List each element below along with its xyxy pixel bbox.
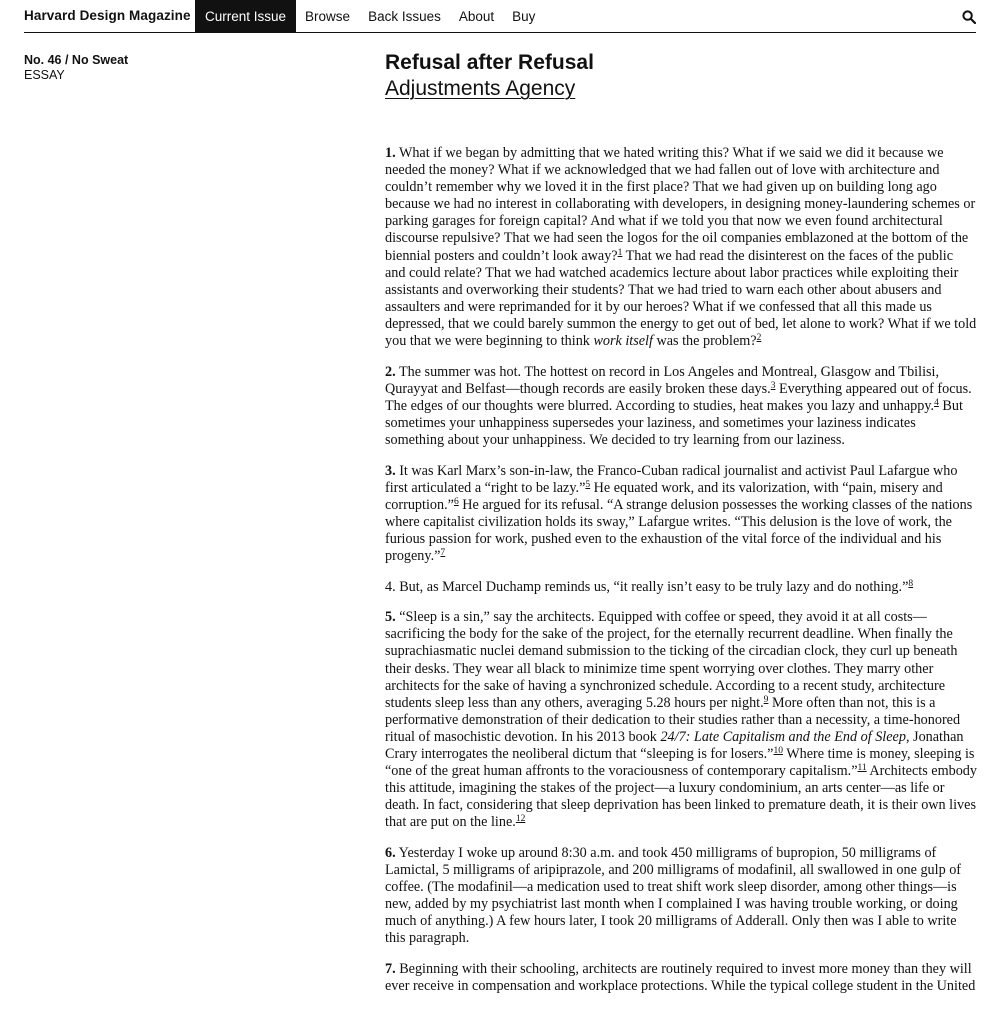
article-paragraph bbox=[385, 609, 977, 831]
paragraph-number: 3. bbox=[385, 462, 396, 479]
search-icon[interactable] bbox=[962, 10, 976, 24]
article-header bbox=[385, 50, 594, 102]
paragraph-text: The summer was hot. The hottest on record in Los Angeles and Montreal, Glasgow and Tbilisi, Qurayyat and Belfast—though records are easily broken these days. bbox=[385, 363, 940, 397]
section-label: ESSAY bbox=[24, 68, 65, 82]
nav-about[interactable]: About bbox=[458, 9, 495, 24]
footnote-link[interactable]: 10 bbox=[773, 746, 783, 756]
article-paragraph bbox=[385, 364, 977, 449]
paragraph-text: He argued for its refusal. “A strange delusion possesses the working classes of the nations where capitalist civilization holds its sway,” Lafargue writes. “This delusion is the love of work, the furious passion for work, pushed even to the exhaustion of the vital force of the individual and his progeny.” bbox=[385, 496, 973, 565]
italic-text: work itself bbox=[593, 333, 653, 350]
article-title: Refusal after Refusal bbox=[385, 51, 594, 74]
paragraph-number: 7. bbox=[385, 961, 396, 978]
footnote-link[interactable]: 12 bbox=[515, 814, 526, 825]
paragraph-text: What if we began by admitting that we hated writing this? What if we said we did it because we needed the money? What if we acknowledged that we had fallen out of love with architecture and couldn’t remember why we loved it in the first place? That we had given up on building long ago because we had no interest in collaborating with developers, in designing money-laundering schemes or parking garages for foreign capital? And what if we told you that now we even found architectural discourse repulsive? That we had seen the logos for the oil companies emblazoned at the bottom of the biennial posters and couldn’t look away? bbox=[385, 145, 976, 264]
site-logo[interactable]: Harvard Design Magazine bbox=[24, 8, 191, 23]
paragraph-text: More often than not, this is a performative demonstration of their dedication to their studies rather than a necessity, a time-honored ritual of masochistic devotion. In his 2013 book bbox=[385, 694, 961, 745]
article-paragraph bbox=[385, 463, 977, 566]
paragraph-text: That we had read the disinterest on the faces of the public and could relate? That we had watched academics lecture about labor practices while exploiting their assistants and overworking their students? That we had tried to warn each other about abusers and assaulters and were reprimanded for it by our heroes? What if we confessed that all this made us depressed, that we could barely summon the energy to get out of bed, let alone to work? What if we told you that we were beginning to think bbox=[385, 247, 977, 350]
footnote-link[interactable]: 7 bbox=[440, 548, 446, 559]
article-paragraph bbox=[385, 579, 977, 596]
paragraph-text: It was Karl Marx’s son-in-law, the Franco-Cuban radical journalist and activist Paul Lafargue who first articulated a “right to be lazy.” bbox=[385, 462, 958, 496]
paragraph-text: Where time is money, sleeping is “one of the great human affronts to the voraciousness of contemporary capitalism.” bbox=[385, 746, 975, 780]
issue-info bbox=[24, 53, 128, 83]
paragraph-text: But, as Marcel Duchamp reminds us, “it really isn’t easy to be truly lazy and do nothing.” bbox=[399, 578, 909, 595]
paragraph-number: 5. bbox=[385, 609, 396, 626]
paragraph-number: 4. bbox=[385, 578, 396, 595]
nav-current-issue[interactable]: Current Issue bbox=[195, 0, 296, 33]
paragraph-text: Yesterday I woke up around 8:30 a.m. and took 450 milligrams of bupropion, 50 milligrams of Lamictal, 5 milligrams of aripiprazole, and 200 milligrams of modafinil, all swallowed in one gulp of coffee. (The modafinil—a medication used to treat shift work sleep disorder, among other things—is new, added by my psychiatrist last month when I complained I was having trouble working, or doing much of anything.) A few hours later, I took 20 milligrams of Adderall. Only then was I able to write this paragraph. bbox=[385, 844, 962, 947]
article-paragraph bbox=[385, 145, 977, 350]
paragraph-text: But sometimes your unhappiness supersedes your laziness, and sometimes your laziness indicates something about your unhappiness. We decided to try learning from our laziness. bbox=[385, 397, 963, 448]
footnote-link[interactable]: 5 bbox=[585, 479, 591, 490]
paragraph-text: Everything appeared out of focus. The edges of our thoughts were blurred. According to studies, heat makes you lazy and unhappy. bbox=[385, 380, 972, 414]
footnote-link[interactable]: 6 bbox=[453, 496, 459, 507]
paragraph-text: He equated work, and its valorization, with “pain, misery and corruption.” bbox=[385, 479, 943, 513]
footnote-link[interactable]: 9 bbox=[763, 694, 769, 705]
footnote-link[interactable]: 8 bbox=[908, 578, 914, 589]
paragraph-text: “Sleep is a sin,” say the architects. Equipped with coffee or speed, they avoid it at all costs—sacrificing the body for the sake of the project, for the eternally recurrent deadline. When finally the suprachiasmatic nuclei demand submission to the ticking of the circadian clock, they curl up beneath their desks. They wear all black to minimize time spent worrying over clothes. They marry other architects for the sake of having a synchronized schedule. According to a recent study, architecture students sleep less than any others, averaging 5.28 hours per night. bbox=[385, 609, 958, 711]
article-body bbox=[385, 145, 977, 1009]
footnote-link[interactable]: 4 bbox=[934, 397, 939, 408]
footnote-link[interactable]: 2 bbox=[756, 333, 762, 344]
footnote-link[interactable]: 3 bbox=[770, 380, 776, 391]
nav-menu bbox=[195, 0, 544, 33]
paragraph-text: Architects embody this attitude, imagining the stakes of the project—a luxury condominium, an arts center—as life or death. In fact, considering that sleep deprivation has been linked to premature death, it is their own lives that are put on the line. bbox=[385, 763, 977, 831]
footnote-link[interactable]: 1 bbox=[617, 247, 623, 258]
paragraph-text: , Jonathan Crary interrogates the neoliberal dictum that “sleeping is for losers.” bbox=[385, 728, 964, 762]
paragraph-number: 6. bbox=[385, 844, 396, 861]
article-paragraph bbox=[385, 961, 977, 995]
issue-number[interactable]: No. 46 / No Sweat bbox=[24, 53, 129, 67]
paragraph-number: 1. bbox=[385, 145, 396, 161]
footnote-link[interactable]: 11 bbox=[857, 763, 867, 774]
author-link[interactable]: Adjustments Agency bbox=[385, 77, 576, 100]
nav-browse[interactable]: Browse bbox=[305, 9, 351, 24]
article-paragraph bbox=[385, 845, 977, 948]
nav-buy[interactable]: Buy bbox=[512, 9, 536, 24]
paragraph-text: Beginning with their schooling, architects are routinely required to invest more money than they will ever receive in compensation and workplace protections. While the typical college student in the United bbox=[385, 961, 976, 995]
italic-text: 24/7: Late Capitalism and the End of Sleep bbox=[660, 728, 906, 745]
paragraph-text: was the problem? bbox=[652, 333, 757, 350]
paragraph-number: 2. bbox=[385, 363, 396, 380]
nav-back-issues[interactable]: Back Issues bbox=[368, 9, 441, 24]
top-nav bbox=[24, 0, 976, 33]
